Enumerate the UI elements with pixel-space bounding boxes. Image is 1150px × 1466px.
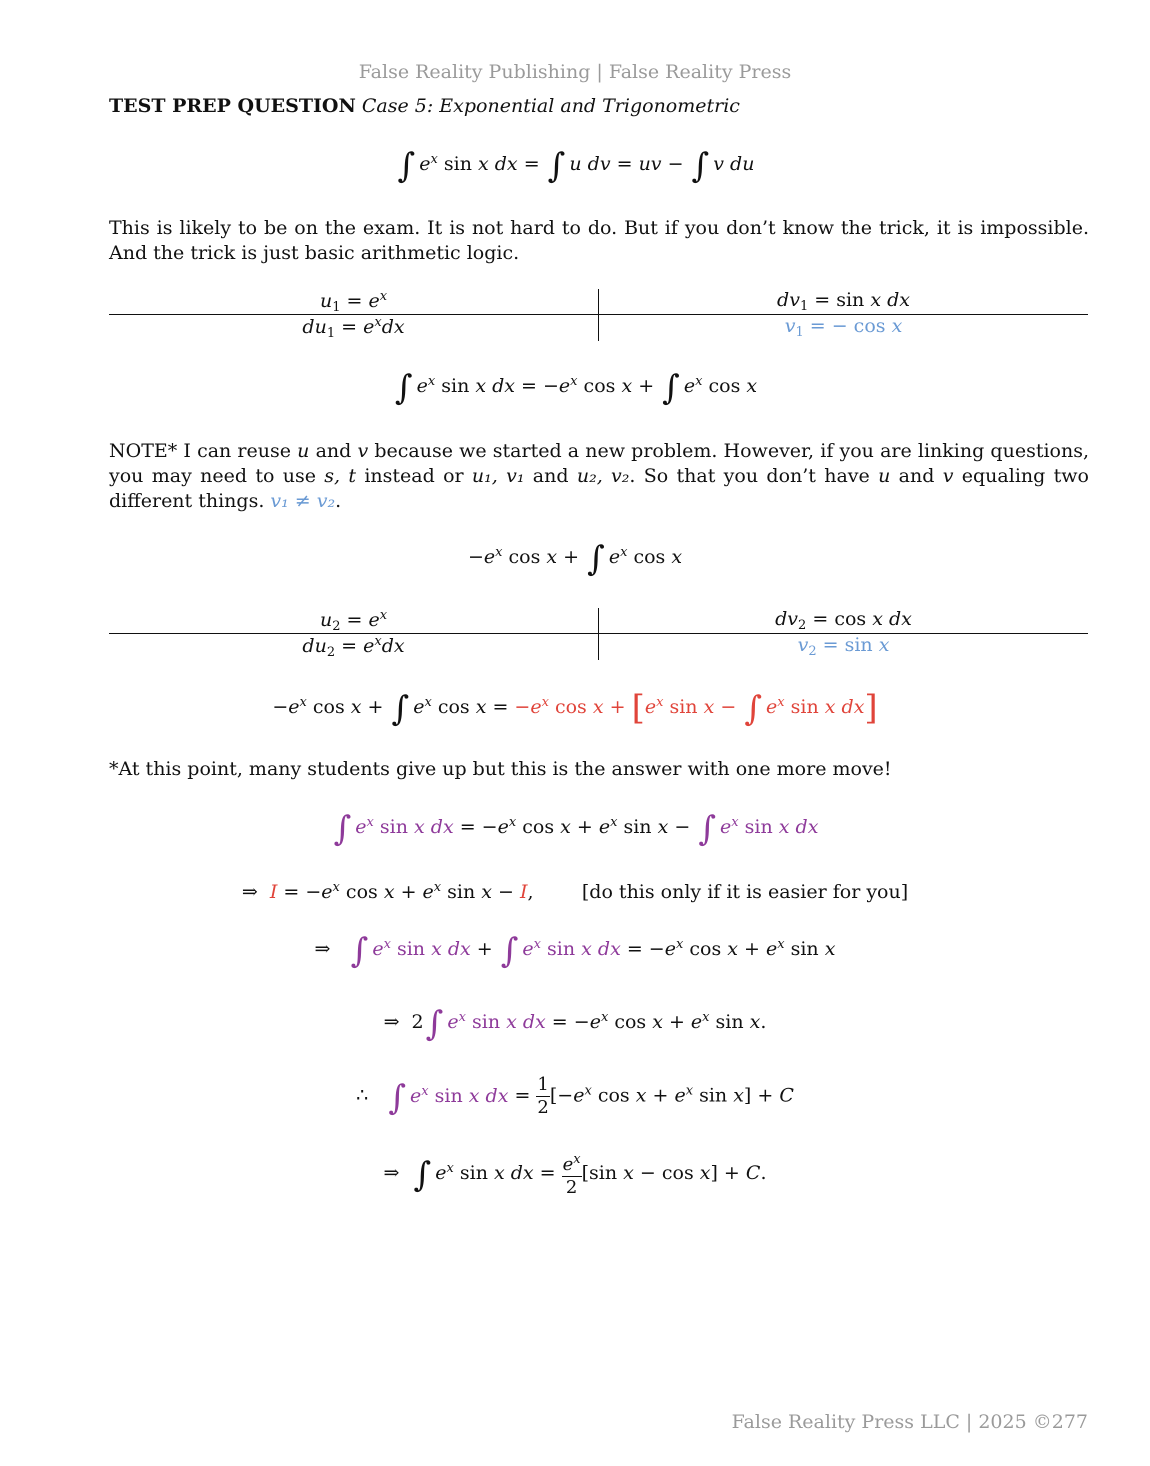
title-italic: Case 5: Exponential and Trigonometric — [361, 95, 740, 117]
equation-step-1: ∫ $e^x$ sin x dx = $-e^x$ cos x + ∫ $e^x$ cos x — [394, 368, 758, 408]
uv-table-2: $u_2 = e^x$ $du_2 = e^xdx$ $dv_2 = \cos x$ dx $v_2 = \sin x$ — [109, 608, 1088, 660]
hint-text: [do this only if it is easier for you] — [581, 881, 909, 903]
equation-step-7: ⇒ 2∫ $e^x$ sin x dx = $-e^x$ $\cos x + e^x$ sin x. — [383, 1004, 767, 1044]
equation-step-2: $-e^x$ cos x + ∫ $e^x$ cos x — [467, 539, 683, 579]
equation-step-3: $-e^x$ cos x + ∫ $e^x$ $\cos x = -e^x$ $\cos x + [e^x$ sin x − ∫ $e^x$ sin x dx] — [272, 688, 878, 729]
page-header: False Reality Publishing | False Reality Press — [358, 61, 792, 83]
page-title — [109, 95, 740, 117]
uv-table-1: $u_1 = e^x$ $du_1 = e^xdx$ $dv_1 = \sin x$ dx $v_1$ = − cos x — [109, 289, 1088, 341]
equation-integration-by-parts: ∫ $e^x$ sin x dx = ∫ u dv = uv − ∫ v du — [397, 146, 755, 186]
page-footer: False Reality Press LLC | 2025 ©277 — [731, 1411, 1088, 1433]
equation-step-8: ∴ ∫ $e^x$ sin x dx = $\frac{1}{2}$ [$-e^x$ $\cos x + e^x$ sin x] + C — [356, 1074, 794, 1118]
equation-step-5: ⇒ $I = -e^x$ $\cos x + e^x$ sin x − I, [do this only if it is easier for you] — [241, 880, 909, 903]
equation-step-4: ∫ $e^x$ sin x dx = $-e^x$ $\cos x + e^x$ sin x − ∫ $e^x$ sin x dx — [333, 809, 819, 849]
remark-paragraph: *At this point, many students give up but this is the answer with one more move! — [109, 758, 892, 780]
equation-final: ⇒ ∫ $e^x$ sin x dx = $\frac{e^x}{2}$ [sin x − cos x] + C. — [0, 1149, 1150, 1199]
intro-paragraph: This is likely to be on the exam. It is not hard to do. But if you don’t know the trick, it is impossible. And the trick is just basic arithmetic logic. — [109, 217, 1089, 264]
title-bold: TEST PREP QUESTION — [109, 95, 356, 117]
equation-step-6: ⇒ ∫ $e^x$ sin x dx + ∫ $e^x$ sin x dx = $-e^x$ $\cos x + e^x$ sin x — [314, 931, 836, 971]
note-paragraph: NOTE* I can reuse u and v because we started a new problem. However, if you are linking questions, you may need to use s, t instead or u₁, v₁ and u₂, v₂. So that you don’t have u and v equaling two different things. v₁ ≠ v₂. — [109, 440, 1089, 512]
